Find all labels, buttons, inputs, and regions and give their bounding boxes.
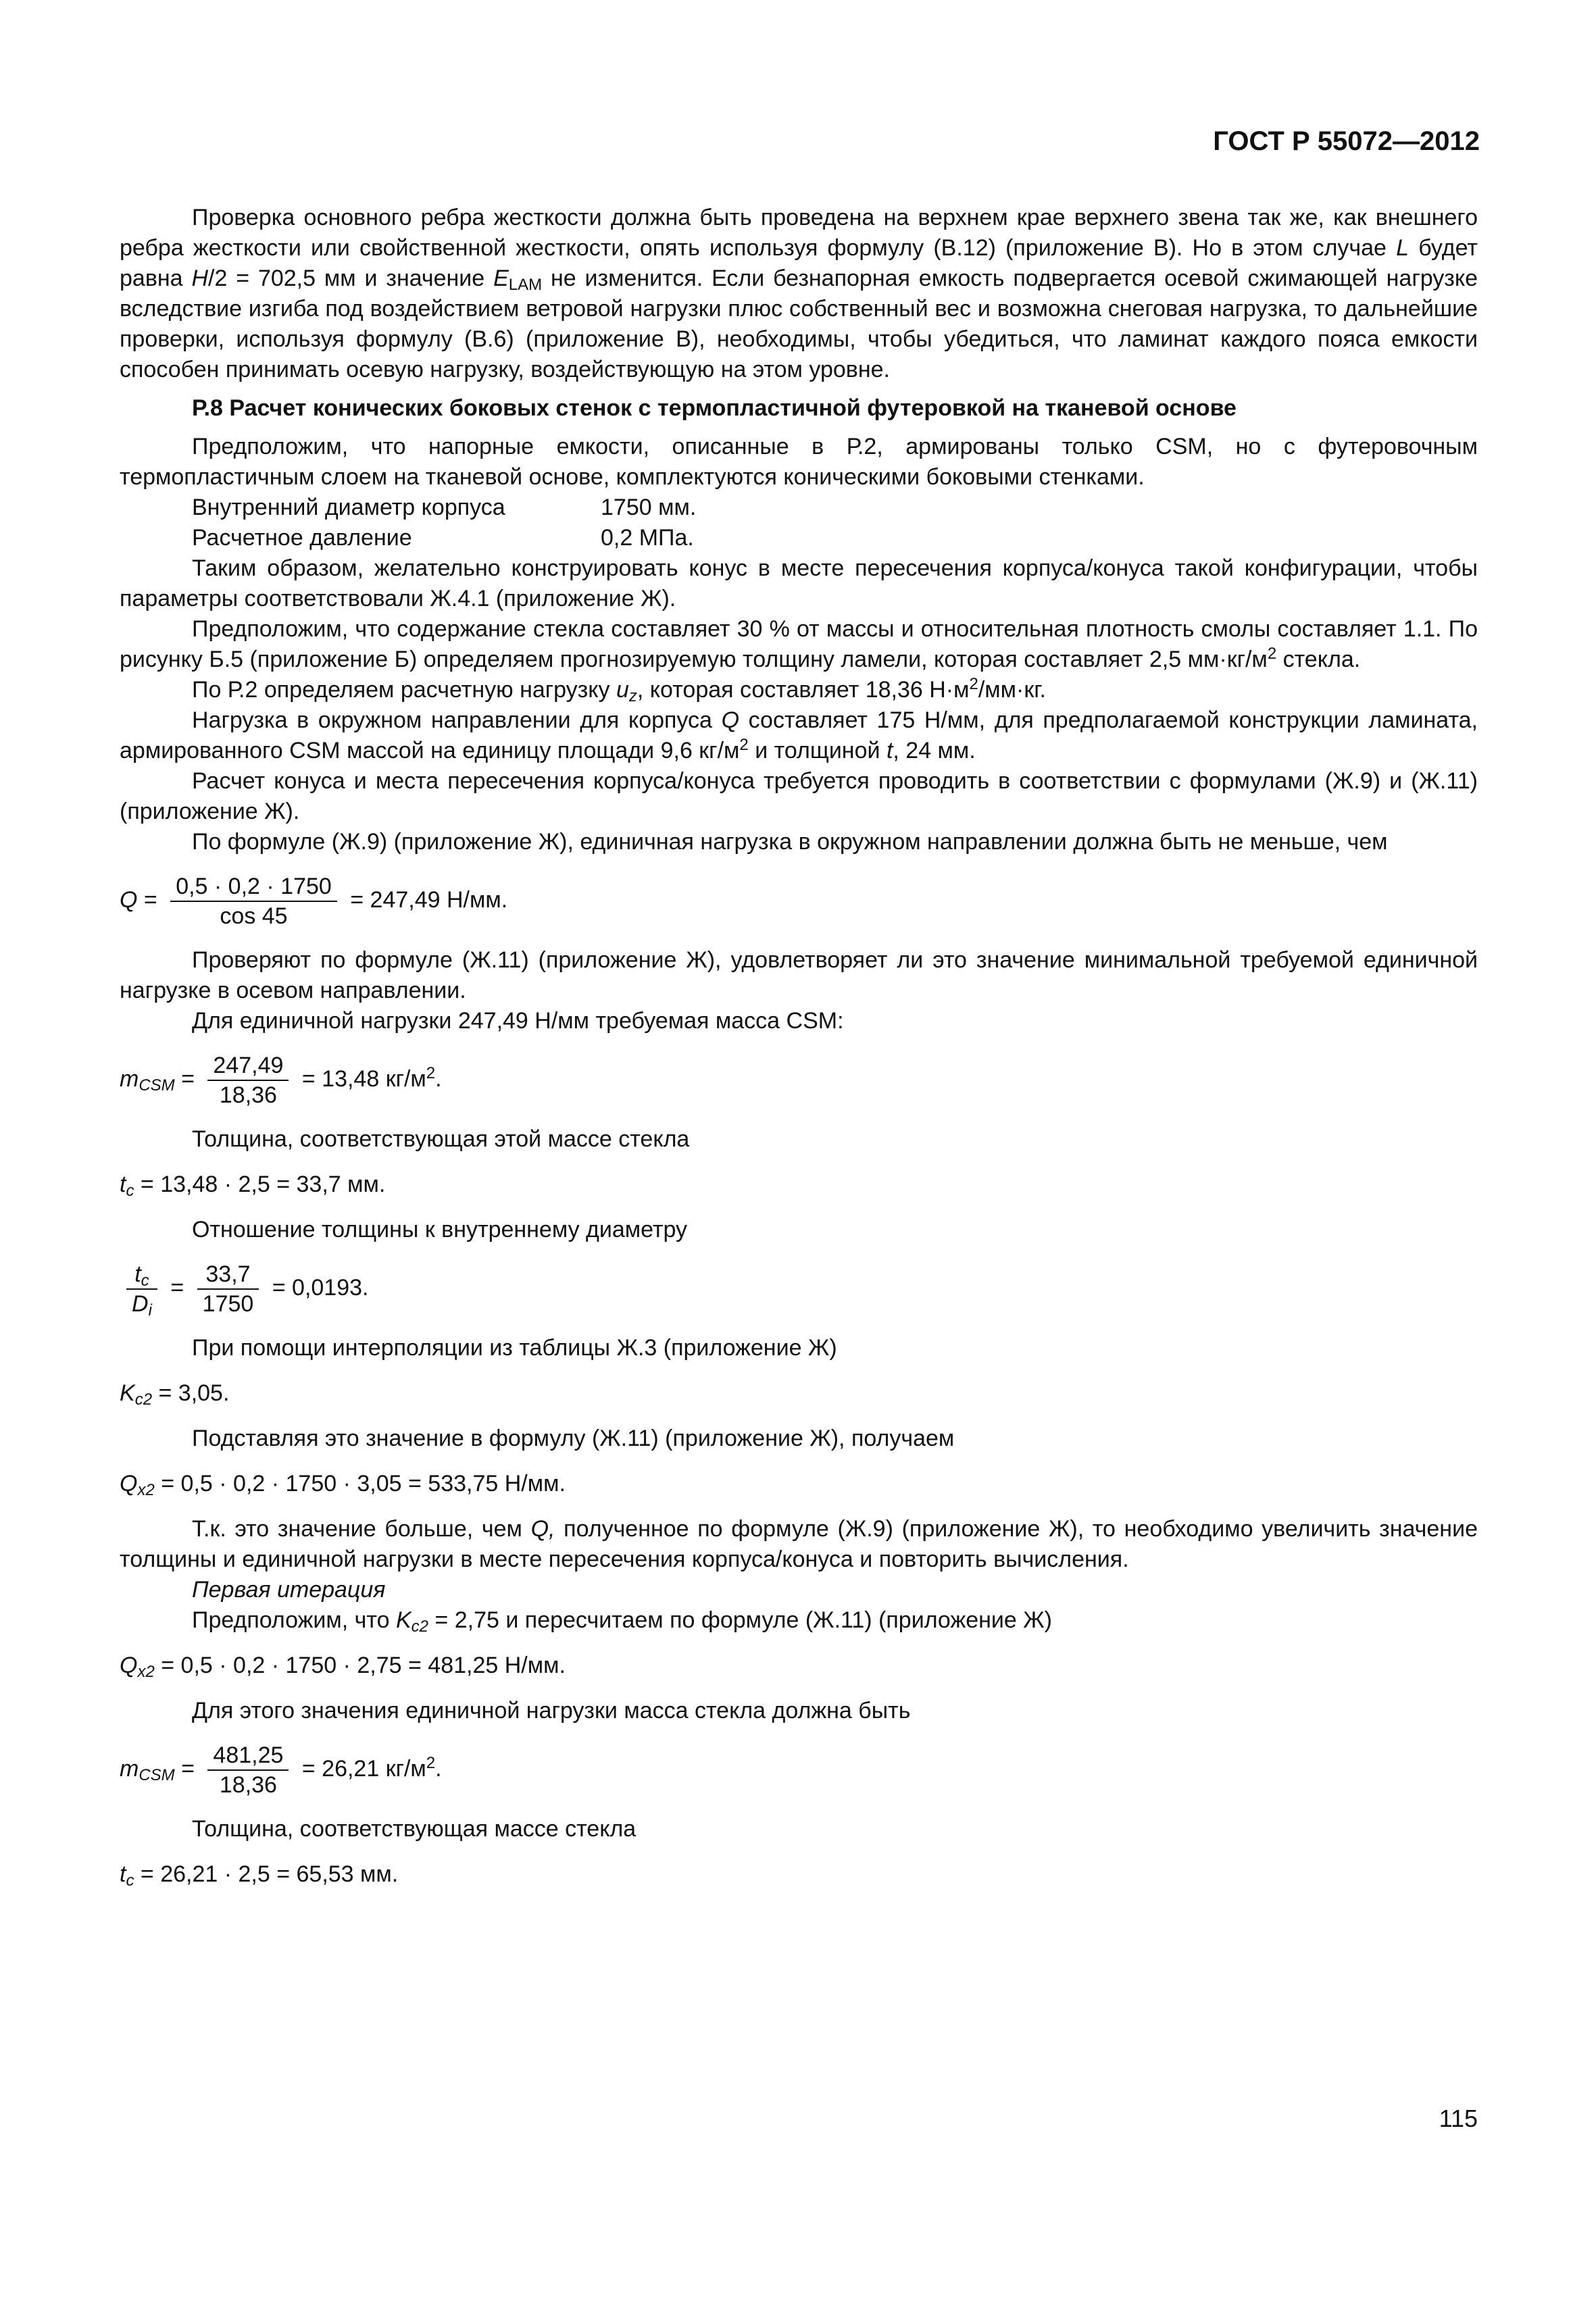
document-body	[120, 203, 1478, 1905]
formula-tc-iter: $t_c = 26,21 \cdot 2,5 = 65,53$ мм.	[120, 1861, 399, 1890]
formula-q: Q = $\frac{0,5 \cdot 0,2 \cdot 1750}{\cos 45}$ = 247,49 Н/мм.	[120, 874, 508, 929]
paragraph: При помощи интерполяции из таблицы Ж.3 (приложение Ж)	[192, 1335, 837, 1361]
paragraph: Толщина, соответствующая этой массе стекла	[192, 1126, 690, 1152]
formula-qx2-iter: $Q_{x2} = 0,5 \cdot 0,2 \cdot 1750 \cdot 2,75 = 481,25$ Н/мм.	[120, 1653, 566, 1681]
paragraph: Проверяют по формуле (Ж.11) (приложение Ж), удовлетворяет ли это значение минимальной требуемой единичной нагрузке в осевом направлении.	[120, 947, 1478, 1003]
iteration-label: Первая итерация	[192, 1577, 386, 1603]
paragraph: Нагрузка в окружном направлении для корпуса Q составляет 175 Н/мм, для предполагаемой конструкции ламината, армированного CSM массой на единицу площади 9,6 $кг/м^2$ и толщиной t, 24 мм.	[120, 707, 1478, 763]
paragraph: Для этого значения единичной нагрузки масса стекла должна быть	[192, 1698, 911, 1724]
formula-qx2: $Q_{x2} = 0,5 \cdot 0,2 \cdot 1750 \cdot 3,05 = 533,75$ Н/мм.	[120, 1471, 566, 1499]
paragraph: Для единичной нагрузки 247,49 Н/мм требуемая масса CSM:	[192, 1008, 844, 1034]
paragraph: Предположим, что $K_{c2} = 2,75$ и пересчитаем по формуле (Ж.11) (приложение Ж)	[192, 1607, 1052, 1636]
paragraph: Подставляя это значение в формулу (Ж.11) (приложение Ж), получаем	[192, 1426, 955, 1451]
formula-ratio: $\frac{t_c}{D_i}$ = $\frac{33,7}{1750}$ = 0,0193.	[120, 1260, 1478, 1318]
paragraph: По Р.2 определяем расчетную нагрузку $u_z$, которая составляет 18,36 $Н\cdot м^2/мм\cdot кг$.	[192, 675, 1046, 705]
paragraph: По формуле (Ж.9) (приложение Ж), единичная нагрузка в окружном направлении должна быть не меньше, чем	[192, 829, 1388, 855]
paragraph: Проверка основного ребра жесткости должна быть проведена на верхнем крае верхнего звена так же, как внешнего ребра жесткости или свойственной жесткости, опять используя формулу (В.12) (приложение В). Но в этом случае L будет равна H/2 = 702,5 мм и значение $E_{LAM}$ не изменится. Если безнапорная емкость подвергается осевой сжимающей нагрузке вследствие изгиба под воздействием ветровой нагрузки плюс собственный вес и возможна снеговая нагрузка, то дальнейшие проверки, используя формулу (В.6) (приложение В), необходимы, чтобы убедиться, что ламинат каждого пояса емкости способен принимать осевую нагрузку, воздействующую на этом уровне.	[120, 205, 1478, 382]
formula-kc2: $K_{c2} = 3,05$.	[120, 1380, 230, 1409]
formula-mcsm: $m_{CSM}$ = $\frac{247,49}{18,36}$ = 13,48 $кг/м^2$.	[120, 1053, 442, 1108]
paragraph: Таким образом, желательно конструировать конус в месте пересечения корпуса/конуса такой конфигурации, чтобы параметры соответствовали Ж.4.1 (приложение Ж).	[120, 555, 1478, 611]
document-header: ГОСТ Р 55072—2012	[1213, 126, 1480, 156]
paragraph: Расчет конуса и места пересечения корпуса/конуса требуется проводить в соответствии с формулами (Ж.9) и (Ж.11) (приложение Ж).	[120, 768, 1478, 824]
param-row: Внутренний диаметр корпуса 1750 мм.	[192, 495, 697, 520]
paragraph: Предположим, что напорные емкости, описанные в Р.2, армированы только CSM, но с футеровочным термопластичным слоем на тканевой основе, комплектуются коническими боковыми стенками.	[120, 434, 1478, 490]
section-heading: Р.8 Расчет конических боковых стенок с термопластичной футеровкой на тканевой основе	[192, 395, 1237, 421]
paragraph: Отношение толщины к внутреннему диаметру	[192, 1217, 688, 1242]
paragraph: Толщина, соответствующая массе стекла	[192, 1816, 637, 1842]
paragraph: Предположим, что содержание стекла составляет 30 % от массы и относительная плотность смолы составляет 1.1. По рисунку Б.5 (приложение Б) определяем прогнозируемую толщину ламели, которая составляет 2,5 $мм\cdot кг/м^2$ стекла.	[120, 616, 1478, 672]
page-number: 115	[1439, 2105, 1478, 2132]
paragraph: Т.к. это значение больше, чем Q, полученное по формуле (Ж.9) (приложение Ж), то необходимо увеличить значение толщины и единичной нагрузки в месте пересечения корпуса/конуса и повторить вычисления.	[120, 1516, 1478, 1572]
formula-tc: $t_c = 13,48 \cdot 2,5 = 33,7$ мм.	[120, 1172, 386, 1200]
formula-mcsm-iter: $m_{CSM}$ = $\frac{481,25}{18,36}$ = 26,21 $кг/м^2$.	[120, 1742, 442, 1798]
param-row: Расчетное давление 0,2 МПа.	[192, 525, 694, 551]
